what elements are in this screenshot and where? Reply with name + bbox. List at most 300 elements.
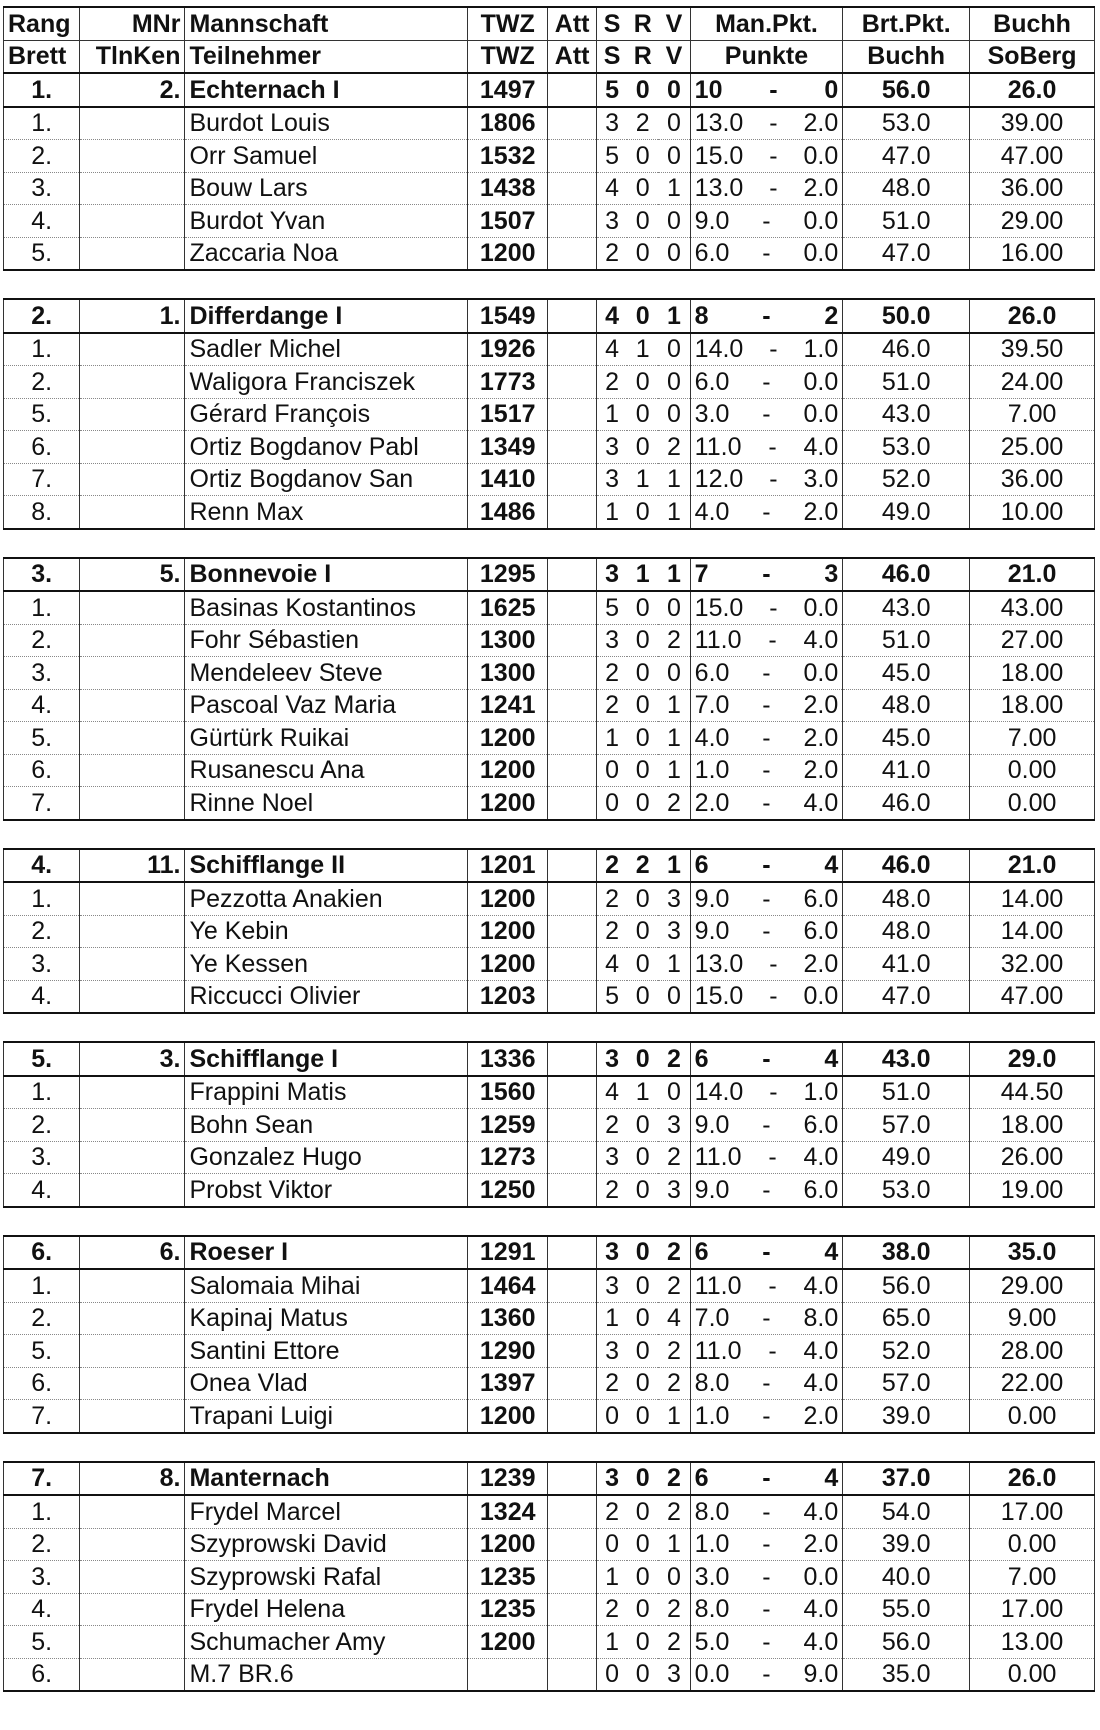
player-buchh: 47.0 [843,140,970,173]
points-for: 11.0 [694,1143,742,1172]
player-brett: 5. [4,1626,80,1659]
player-att [548,915,596,948]
player-att [548,1626,596,1659]
player-att [548,591,596,624]
spacer-cell [4,1207,1095,1236]
header-mnr: MNr [80,7,185,40]
player-att [548,722,596,755]
points-for: 8.0 [694,1369,730,1398]
player-twz: 1300 [468,624,548,657]
player-s: 5 [596,591,627,624]
team-buchh: 29.0 [970,1042,1095,1076]
player-brett: 6. [4,1367,80,1400]
player-s: 1 [596,1626,627,1659]
player-v: 1 [658,496,690,529]
player-r: 0 [627,1561,658,1594]
player-buchh: 55.0 [843,1593,970,1626]
player-name: Mendeleev Steve [185,657,468,690]
player-twz: 1200 [468,915,548,948]
player-twz: 1507 [468,205,548,238]
team-brt-pkt: 37.0 [843,1462,970,1496]
player-v: 2 [658,1593,690,1626]
team-man-pkt [690,1236,843,1270]
player-twz: 1438 [468,172,548,205]
player-v: 1 [658,1400,690,1433]
points-for: 6 [694,1238,709,1267]
player-row [4,431,1095,464]
player-punkte [690,657,843,690]
player-soberg: 7.00 [970,398,1095,431]
player-punkte [690,140,843,173]
header-v-2: V [658,40,690,73]
player-tlnken [80,1269,185,1302]
player-v: 3 [658,1109,690,1142]
player-punkte [690,754,843,787]
player-brett: 2. [4,624,80,657]
player-tlnken [80,1400,185,1433]
player-twz: 1200 [468,787,548,820]
player-soberg: 27.00 [970,624,1095,657]
player-att [548,1335,596,1368]
player-brett: 4. [4,1593,80,1626]
player-r: 0 [627,366,658,399]
player-soberg: 18.00 [970,657,1095,690]
player-row [4,172,1095,205]
team-v: 2 [658,1236,690,1270]
player-r: 0 [627,1174,658,1207]
player-r: 0 [627,1141,658,1174]
player-brett: 3. [4,172,80,205]
player-v: 1 [658,463,690,496]
points-for: 1.0 [694,756,730,785]
team-spacer [4,529,1095,558]
player-brett: 4. [4,689,80,722]
team-s: 4 [596,299,627,333]
player-soberg: 18.00 [970,1109,1095,1142]
team-rang: 6. [4,1236,80,1270]
points-separator: - [769,949,778,978]
player-name: Frydel Helena [185,1593,468,1626]
points-separator: - [769,141,778,170]
player-r: 0 [627,1335,658,1368]
player-r: 1 [627,463,658,496]
team-row [4,1042,1095,1076]
player-s: 4 [596,172,627,205]
player-tlnken [80,1658,185,1691]
points-for: 7.0 [694,1304,730,1333]
player-row [4,333,1095,366]
player-soberg: 9.00 [970,1302,1095,1335]
team-v: 0 [658,73,690,107]
player-punkte [690,172,843,205]
points-separator: - [762,1401,771,1430]
team-row [4,73,1095,107]
player-r: 0 [627,1109,658,1142]
player-soberg: 47.00 [970,980,1095,1013]
player-v: 0 [658,1076,690,1109]
team-row [4,849,1095,883]
player-r: 0 [627,722,658,755]
player-r: 0 [627,431,658,464]
player-r: 0 [627,1593,658,1626]
points-separator: - [768,1143,777,1172]
team-man-pkt [690,73,843,107]
points-against: 4.0 [803,432,839,461]
player-punkte [690,1174,843,1207]
player-r: 0 [627,1302,658,1335]
team-att [548,1462,596,1496]
points-separator: - [762,1369,771,1398]
points-separator: - [769,465,778,494]
player-row [4,787,1095,820]
points-for: 6.0 [694,658,730,687]
player-buchh: 47.0 [843,980,970,1013]
player-name: Sadler Michel [185,333,468,366]
player-row [4,1561,1095,1594]
player-r: 1 [627,1076,658,1109]
player-s: 1 [596,398,627,431]
player-twz: 1926 [468,333,548,366]
team-rang: 2. [4,299,80,333]
points-against: 2.0 [803,723,839,752]
player-twz: 1273 [468,1141,548,1174]
player-att [548,1593,596,1626]
player-r: 0 [627,1626,658,1659]
header-brett: Brett [4,40,80,73]
points-against: 2.0 [803,1530,839,1559]
player-att [548,172,596,205]
player-brett: 1. [4,1269,80,1302]
player-s: 2 [596,689,627,722]
player-v: 4 [658,1302,690,1335]
player-brett: 1. [4,591,80,624]
player-name: Salomaia Mihai [185,1269,468,1302]
player-att [548,1302,596,1335]
header-att-2: Att [548,40,596,73]
player-soberg: 0.00 [970,1400,1095,1433]
points-separator: - [762,1238,771,1267]
points-against: 2 [824,301,839,330]
points-against: 0.0 [803,367,839,396]
player-name: Trapani Luigi [185,1400,468,1433]
player-s: 5 [596,140,627,173]
player-row [4,1367,1095,1400]
team-name: Roeser I [185,1236,468,1270]
points-for: 11.0 [694,1336,742,1365]
player-name: Gérard François [185,398,468,431]
points-separator: - [768,432,777,461]
player-twz: 1349 [468,431,548,464]
player-v: 0 [658,398,690,431]
player-s: 3 [596,1141,627,1174]
player-att [548,1174,596,1207]
player-r: 0 [627,205,658,238]
team-buchh: 21.0 [970,558,1095,592]
player-r: 0 [627,1528,658,1561]
player-name: Ye Kebin [185,915,468,948]
points-for: 3.0 [694,400,730,429]
player-v: 2 [658,624,690,657]
points-against: 2.0 [803,497,839,526]
player-name: Basinas Kostantinos [185,591,468,624]
player-twz: 1486 [468,496,548,529]
player-brett: 7. [4,787,80,820]
team-brt-pkt: 43.0 [843,1042,970,1076]
player-r: 0 [627,657,658,690]
points-against: 0.0 [803,658,839,687]
header-teilnehmer: Teilnehmer [185,40,468,73]
header-buchh: Buchh [970,7,1095,40]
player-r: 0 [627,980,658,1013]
player-punkte [690,915,843,948]
player-twz: 1410 [468,463,548,496]
player-row [4,1109,1095,1142]
points-for: 12.0 [694,465,744,494]
player-name: Orr Samuel [185,140,468,173]
player-brett: 7. [4,463,80,496]
points-separator: - [768,1336,777,1365]
header-tlnken: TlnKen [80,40,185,73]
player-soberg: 0.00 [970,1658,1095,1691]
team-att [548,1236,596,1270]
player-tlnken [80,915,185,948]
player-att [548,754,596,787]
player-row [4,915,1095,948]
team-s: 5 [596,73,627,107]
points-separator: - [769,982,778,1011]
player-s: 2 [596,915,627,948]
player-tlnken [80,1593,185,1626]
player-s: 2 [596,1495,627,1528]
spacer-cell [4,270,1095,299]
player-att [548,107,596,140]
player-soberg: 25.00 [970,431,1095,464]
player-soberg: 39.00 [970,107,1095,140]
team-rang: 3. [4,558,80,592]
player-tlnken [80,624,185,657]
player-r: 2 [627,107,658,140]
player-v: 0 [658,140,690,173]
player-s: 2 [596,1367,627,1400]
player-row [4,1141,1095,1174]
points-against: 4.0 [803,1143,839,1172]
points-against: 2.0 [803,949,839,978]
player-tlnken [80,1528,185,1561]
player-v: 2 [658,1367,690,1400]
player-buchh: 54.0 [843,1495,970,1528]
player-punkte [690,1269,843,1302]
player-soberg: 7.00 [970,1561,1095,1594]
team-r: 0 [627,1236,658,1270]
player-punkte [690,237,843,270]
player-row [4,1528,1095,1561]
player-punkte [690,366,843,399]
points-against: 6.0 [803,1175,839,1204]
spacer-cell [4,820,1095,849]
points-for: 7.0 [694,691,730,720]
player-row [4,1335,1095,1368]
team-buchh: 35.0 [970,1236,1095,1270]
team-twz: 1295 [468,558,548,592]
header-brt-pkt: Brt.Pkt. [843,7,970,40]
player-att [548,237,596,270]
player-name: Burdot Yvan [185,205,468,238]
player-punkte [690,1561,843,1594]
player-row [4,398,1095,431]
player-name: Ortiz Bogdanov Pabl [185,431,468,464]
player-punkte [690,1593,843,1626]
points-against: 3.0 [803,465,839,494]
header-twz: TWZ [468,7,548,40]
player-brett: 2. [4,366,80,399]
player-twz: 1200 [468,754,548,787]
player-twz: 1324 [468,1495,548,1528]
player-buchh: 52.0 [843,1335,970,1368]
team-man-pkt [690,558,843,592]
player-name: Waligora Franciszek [185,366,468,399]
team-brt-pkt: 46.0 [843,558,970,592]
player-punkte [690,463,843,496]
player-s: 4 [596,948,627,981]
points-against: 4 [824,1238,839,1267]
player-punkte [690,1367,843,1400]
points-separator: - [762,1530,771,1559]
team-mnr: 8. [80,1462,185,1496]
player-tlnken [80,754,185,787]
player-brett: 3. [4,1561,80,1594]
player-s: 2 [596,1109,627,1142]
table-body [4,7,1095,1691]
player-row [4,1626,1095,1659]
player-r: 0 [627,172,658,205]
points-separator: - [769,75,778,104]
points-separator: - [762,206,771,235]
team-buchh: 21.0 [970,849,1095,883]
player-punkte [690,333,843,366]
player-buchh: 53.0 [843,431,970,464]
points-against: 4 [824,1464,839,1493]
player-s: 1 [596,496,627,529]
points-against: 2.0 [803,691,839,720]
player-att [548,1076,596,1109]
player-v: 0 [658,205,690,238]
player-s: 0 [596,1528,627,1561]
player-name: Ye Kessen [185,948,468,981]
player-twz: 1200 [468,948,548,981]
player-punkte [690,1400,843,1433]
team-twz: 1201 [468,849,548,883]
player-r: 0 [627,689,658,722]
player-v: 3 [658,1174,690,1207]
team-s: 3 [596,1462,627,1496]
player-v: 0 [658,1561,690,1594]
player-punkte [690,431,843,464]
player-v: 0 [658,237,690,270]
player-v: 2 [658,1495,690,1528]
player-brett: 1. [4,107,80,140]
player-tlnken [80,1302,185,1335]
player-att [548,1269,596,1302]
player-tlnken [80,882,185,915]
player-name: Fohr Sébastien [185,624,468,657]
player-s: 3 [596,624,627,657]
player-att [548,657,596,690]
player-row [4,689,1095,722]
player-v: 0 [658,657,690,690]
player-brett: 5. [4,398,80,431]
player-tlnken [80,496,185,529]
team-v: 2 [658,1042,690,1076]
player-att [548,205,596,238]
header-twz-2: TWZ [468,40,548,73]
points-against: 4.0 [803,1595,839,1624]
player-v: 0 [658,333,690,366]
points-against: 0.0 [803,206,839,235]
player-tlnken [80,1367,185,1400]
player-punkte [690,107,843,140]
team-man-pkt [690,1042,843,1076]
points-against: 4 [824,1044,839,1073]
player-name: Gürtürk Ruikai [185,722,468,755]
player-s: 3 [596,107,627,140]
player-buchh: 43.0 [843,398,970,431]
player-punkte [690,1302,843,1335]
player-soberg: 36.00 [970,172,1095,205]
player-buchh: 47.0 [843,237,970,270]
player-twz: 1517 [468,398,548,431]
player-row [4,1495,1095,1528]
player-row [4,140,1095,173]
team-att [548,299,596,333]
points-against: 0.0 [803,593,839,622]
player-s: 4 [596,1076,627,1109]
player-att [548,1528,596,1561]
header-v: V [658,7,690,40]
points-separator: - [762,1110,771,1139]
player-soberg: 32.00 [970,948,1095,981]
points-for: 2.0 [694,788,730,817]
player-soberg: 36.00 [970,463,1095,496]
team-man-pkt [690,849,843,883]
player-row [4,624,1095,657]
player-r: 0 [627,1495,658,1528]
player-tlnken [80,657,185,690]
player-tlnken [80,1109,185,1142]
spacer-cell [4,529,1095,558]
player-r: 0 [627,591,658,624]
points-separator: - [768,1271,777,1300]
player-punkte [690,787,843,820]
player-v: 0 [658,591,690,624]
player-row [4,1302,1095,1335]
points-against: 4.0 [803,1627,839,1656]
team-row [4,299,1095,333]
team-mnr: 1. [80,299,185,333]
team-name: Bonnevoie I [185,558,468,592]
points-separator: - [762,1304,771,1333]
player-att [548,140,596,173]
player-tlnken [80,689,185,722]
player-r: 0 [627,1658,658,1691]
player-twz: 1200 [468,237,548,270]
player-buchh: 57.0 [843,1367,970,1400]
player-buchh: 48.0 [843,172,970,205]
player-v: 0 [658,107,690,140]
points-against: 0.0 [803,982,839,1011]
team-v: 1 [658,558,690,592]
points-for: 6.0 [694,367,730,396]
points-for: 7 [694,560,709,589]
